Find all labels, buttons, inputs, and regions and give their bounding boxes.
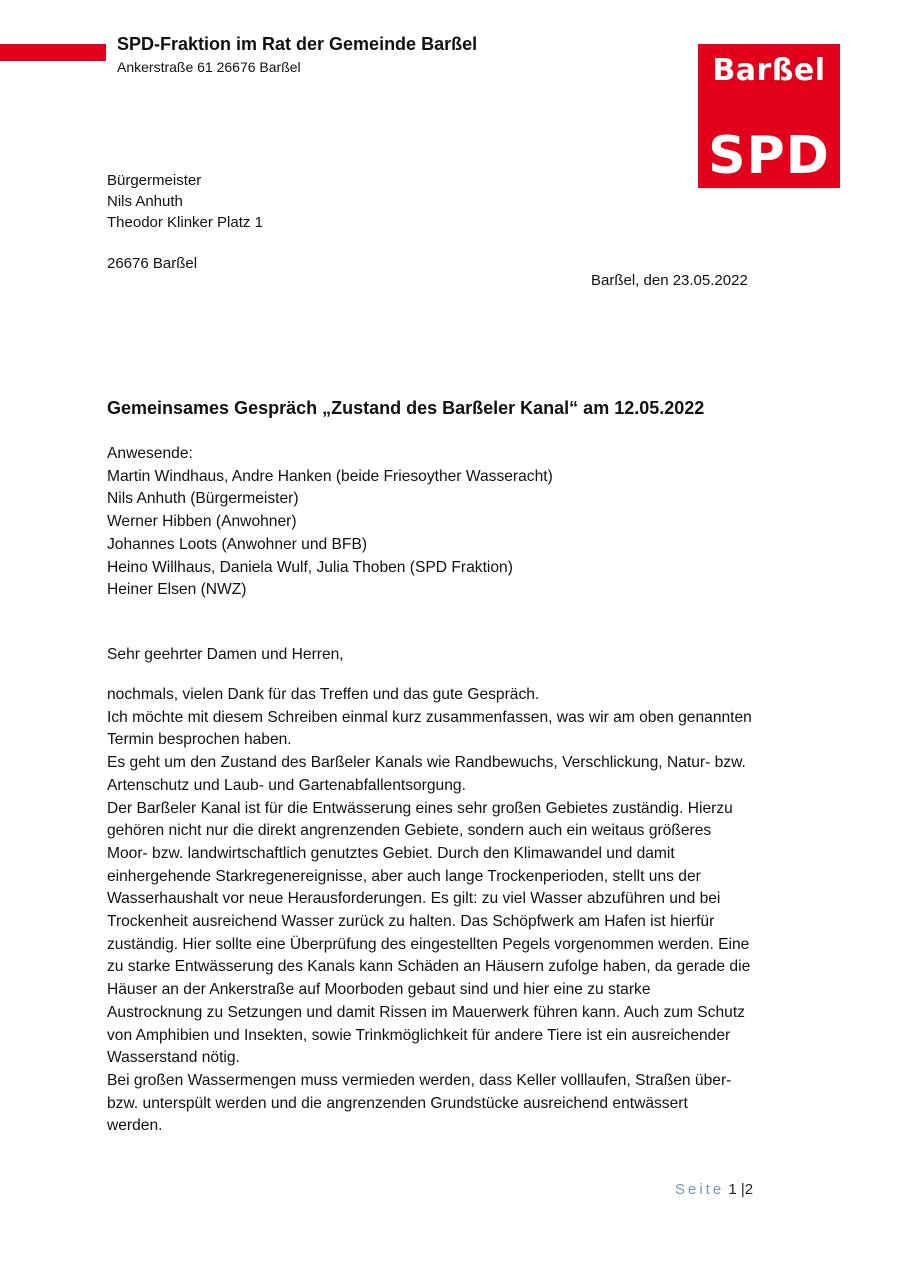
body-line: einhergehende Starkregenereignisse, aber auch lange Trockenperioden, stellt uns der [107, 867, 701, 885]
attendee-line: Werner Hibben (Anwohner) [107, 513, 297, 531]
body-line: Trockenheit ausreichend Wasser zurück zu halten. Das Schöpfwerk am Hafen ist hierfür [107, 913, 715, 931]
recipient-line: Bürgermeister [107, 172, 202, 189]
body-line: bzw. unterspült werden und die angrenzenden Grundstücke ausreichend entwässert [107, 1094, 688, 1112]
body-line: Moor- bzw. landwirtschaftlich genutztes Gebiet. Durch den Klimawandel und damit [107, 844, 675, 862]
logo-town-text: Barßel [712, 53, 826, 88]
body-line: zu starke Entwässerung des Kanals kann Schäden an Häusern zufolge haben, da gerade die [107, 958, 751, 976]
attendee-line: Nils Anhuth (Bürgermeister) [107, 490, 299, 508]
recipient-line: Theodor Klinker Platz 1 [107, 214, 263, 231]
body-line: Austrocknung zu Setzungen und damit Rissen im Mauerwerk führen kann. Auch zum Schutz [107, 1003, 745, 1021]
organization-name: SPD-Fraktion im Rat der Gemeinde Barßel [117, 34, 478, 54]
page-current: 1 [728, 1181, 737, 1198]
recipient-line: Nils Anhuth [107, 193, 183, 210]
body-line: nochmals, vielen Dank für das Treffen und das gute Gespräch. [107, 686, 540, 703]
logo-party-text: SPD [708, 126, 830, 186]
page-total: 2 [744, 1181, 754, 1198]
body-line: Ich möchte mit diesem Schreiben einmal kurz zusammenfassen, was wir am oben genannten [107, 708, 752, 726]
letter-subject: Gemeinsames Gespräch „Zustand des Barßeler Kanal“ am 12.05.2022 [107, 398, 705, 418]
body-line: Wasserstand nötig. [107, 1049, 240, 1067]
page-label: Seite [675, 1181, 725, 1198]
body-line: von Amphibien und Insekten, sowie Trinkmöglichkeit für andere Tiere ist ein ausreichender [107, 1026, 731, 1044]
organization-address: Ankerstraße 61 26676 Barßel [117, 59, 301, 75]
body-line: Wasserhaushalt vor neue Herausforderungen. Es gilt: zu viel Wasser abzuführen und bei [107, 890, 721, 908]
body-line: Es geht um den Zustand des Barßeler Kanals wie Randbewuchs, Verschlickung, Natur- bzw. [107, 754, 746, 772]
body-line: Artenschutz und Laub- und Gartenabfallentsorgung. [107, 776, 466, 794]
body-line: Bei großen Wassermengen muss vermieden werden, dass Keller volllaufen, Straßen über- [107, 1071, 732, 1089]
attendee-line: Heiner Elsen (NWZ) [107, 581, 247, 599]
recipient-address [107, 170, 263, 274]
attendees-block [107, 443, 553, 602]
body-line: Häuser an der Ankerstraße auf Moorboden gebaut sind und hier eine zu starke [107, 981, 651, 999]
letter-body [107, 684, 797, 1138]
page-separator: | [740, 1181, 745, 1198]
body-line: Termin besprochen haben. [107, 731, 292, 749]
spd-barssel-logo [698, 44, 840, 188]
body-line: werden. [107, 1117, 163, 1135]
page-number-footer [675, 1180, 753, 1200]
letter-date: Barßel, den 23.05.2022 [591, 272, 748, 289]
attendee-line: Martin Windhaus, Andre Hanken (beide Friesoyther Wasseracht) [107, 467, 553, 485]
attendees-heading: Anwesende: [107, 445, 193, 462]
attendee-line: Johannes Loots (Anwohner und BFB) [107, 535, 368, 553]
body-line: Der Barßeler Kanal ist für die Entwässerung eines sehr großen Gebietes zuständig. Hierzu [107, 799, 733, 817]
body-line: zuständig. Hier sollte eine Überprüfung des eingestellten Pegels vorgenommen werden. Eine [107, 935, 750, 953]
salutation: Sehr geehrter Damen und Herren, [107, 646, 344, 663]
header-accent-bar [0, 44, 106, 61]
attendee-line: Heino Willhaus, Daniela Wulf, Julia Thoben (SPD Fraktion) [107, 558, 513, 576]
body-line: gehören nicht nur die direkt angrenzenden Gebiete, sondern auch ein weitaus größeres [107, 822, 712, 840]
recipient-city: 26676 Barßel [107, 255, 198, 272]
